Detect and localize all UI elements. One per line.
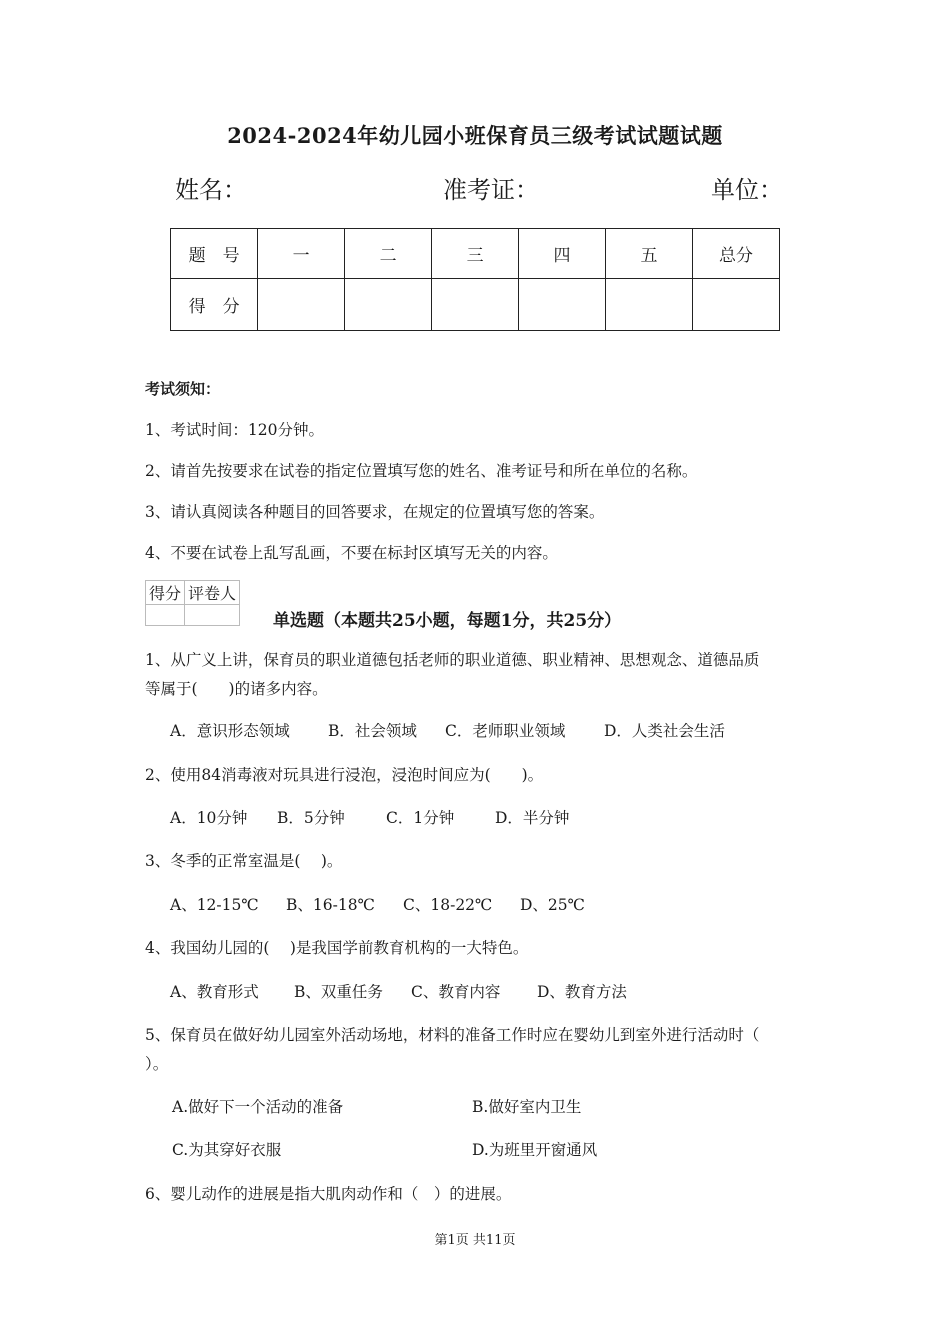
option-d[interactable]: D、教育方法	[537, 983, 627, 1001]
grader-box	[145, 580, 240, 626]
option-b[interactable]: B、16-18℃	[286, 896, 375, 914]
score-table-cell: 二	[345, 229, 432, 279]
option-b[interactable]: B、双重任务	[294, 983, 383, 1001]
score-row-label: 得 分	[171, 279, 258, 331]
note-item: 3、请认真阅读各种题目的回答要求，在规定的位置填写您的答案。	[145, 503, 605, 521]
grader-reviewer-cell[interactable]	[185, 605, 240, 626]
option-a[interactable]: A．意识形态领域	[170, 722, 290, 740]
section-title: 单选题（本题共25小题，每题1分，共25分）	[273, 611, 622, 631]
option-a[interactable]: A、12-15℃	[170, 896, 259, 914]
score-input-cell[interactable]	[692, 279, 779, 331]
note-item: 2、请首先按要求在试卷的指定位置填写您的姓名、准考证号和所在单位的名称。	[145, 462, 698, 480]
score-table-cell: 四	[519, 229, 606, 279]
note-item: 1、考试时间：120分钟。	[145, 421, 324, 439]
question-stem-cont: ）。	[145, 1055, 169, 1073]
option-c[interactable]: C、18-22℃	[403, 896, 493, 914]
question-stem: 6、婴儿动作的进展是指大肌肉动作和（ ）的进展。	[145, 1185, 512, 1203]
option-c[interactable]: C、教育内容	[411, 983, 501, 1001]
exam-number-label: 准考证：	[443, 176, 539, 204]
score-input-cell[interactable]	[345, 279, 432, 331]
option-c[interactable]: C．1分钟	[386, 809, 455, 827]
question-stem: 3、冬季的正常室温是( )。	[145, 852, 343, 870]
option-d[interactable]: D．人类社会生活	[604, 722, 725, 740]
question-stem: 5、保育员在做好幼儿园室外活动场地，材料的准备工作时应在婴幼儿到室外进行活动时（	[145, 1026, 760, 1044]
grader-reviewer-label: 评卷人	[185, 581, 240, 605]
score-table-cell: 一	[258, 229, 345, 279]
option-d[interactable]: D.为班里开窗通风	[472, 1141, 598, 1159]
option-b[interactable]: B．社会领域	[328, 722, 417, 740]
score-table-score-row	[171, 279, 780, 331]
option-a[interactable]: A．10分钟	[170, 809, 248, 827]
question-stem: 4、我国幼儿园的( )是我国学前教育机构的一大特色。	[145, 939, 529, 957]
question-stem: 1、从广义上讲，保育员的职业道德包括老师的职业道德、职业精神、思想观念、道德品质	[145, 651, 760, 669]
page-footer: 第1页 共11页	[434, 1233, 516, 1248]
option-a[interactable]: A、教育形式	[170, 983, 259, 1001]
option-c[interactable]: C.为其穿好衣服	[172, 1141, 282, 1159]
score-table-cell: 三	[432, 229, 519, 279]
option-c[interactable]: C．老师职业领域	[445, 722, 566, 740]
option-b[interactable]: B．5分钟	[277, 809, 345, 827]
name-label: 姓名：	[175, 176, 247, 204]
score-input-cell[interactable]	[519, 279, 606, 331]
score-table-cell: 五	[606, 229, 693, 279]
unit-label: 单位：	[711, 176, 783, 204]
exam-title: 2024-2024年幼儿园小班保育员三级考试试题试题	[227, 123, 723, 148]
note-item: 4、不要在试卷上乱写乱画，不要在标封区填写无关的内容。	[145, 544, 558, 562]
score-input-cell[interactable]	[258, 279, 345, 331]
score-table-cell: 题 号	[171, 229, 258, 279]
score-table-cell: 总分	[692, 229, 779, 279]
option-d[interactable]: D．半分钟	[495, 809, 570, 827]
notes-title: 考试须知：	[145, 380, 221, 398]
score-table-header-row	[171, 229, 780, 279]
option-b[interactable]: B.做好室内卫生	[472, 1098, 582, 1116]
score-table	[170, 228, 780, 331]
score-input-cell[interactable]	[606, 279, 693, 331]
question-stem: 2、使用84消毒液对玩具进行浸泡，浸泡时间应为( )。	[145, 766, 544, 784]
grader-score-cell[interactable]	[146, 605, 185, 626]
grader-score-label: 得分	[146, 581, 185, 605]
option-a[interactable]: A.做好下一个活动的准备	[172, 1098, 344, 1116]
score-input-cell[interactable]	[432, 279, 519, 331]
question-stem-cont: 等属于( )的诸多内容。	[145, 680, 328, 698]
option-d[interactable]: D、25℃	[520, 896, 585, 914]
